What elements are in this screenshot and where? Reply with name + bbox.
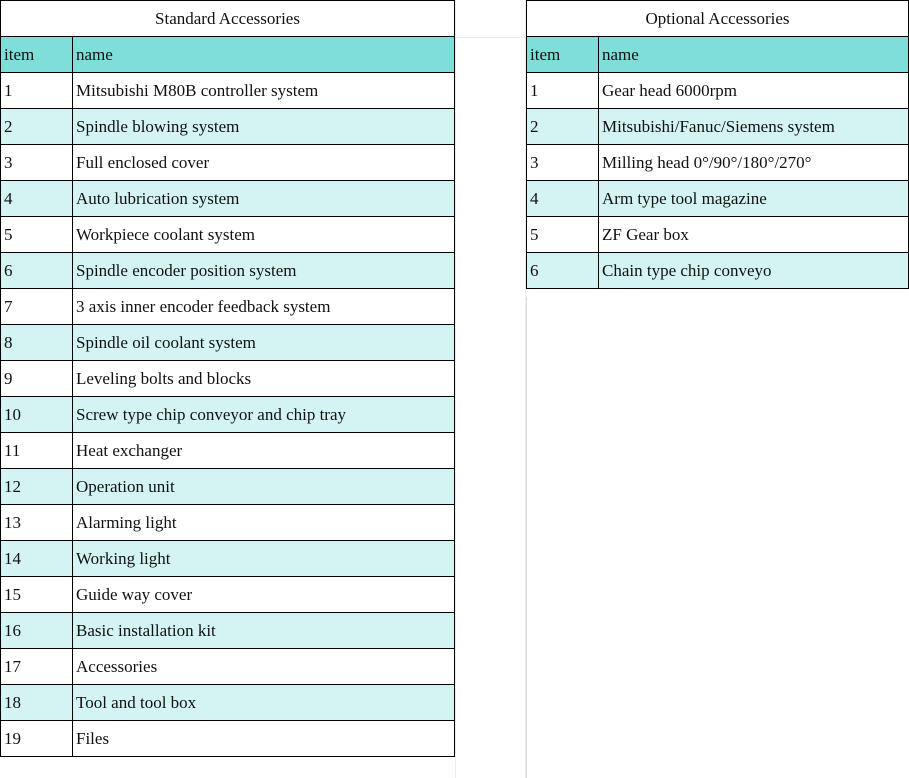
optional-accessories-table bbox=[526, 0, 909, 289]
item-name-cell: Alarming light bbox=[73, 505, 455, 541]
item-name-cell: Auto lubrication system bbox=[73, 181, 455, 217]
standard-table-title: Standard Accessories bbox=[1, 1, 455, 37]
item-name-cell: Accessories bbox=[73, 649, 455, 685]
table-row bbox=[527, 73, 909, 109]
table-row bbox=[1, 577, 455, 613]
item-name-cell: Full enclosed cover bbox=[73, 145, 455, 181]
gap-gridlines bbox=[455, 0, 526, 778]
item-number-cell: 6 bbox=[1, 253, 73, 289]
item-name-cell: Spindle blowing system bbox=[73, 109, 455, 145]
item-number-cell: 10 bbox=[1, 397, 73, 433]
table-row bbox=[527, 145, 909, 181]
table-row bbox=[527, 181, 909, 217]
table-row bbox=[1, 181, 455, 217]
item-number-cell: 18 bbox=[1, 685, 73, 721]
table-row bbox=[527, 217, 909, 253]
item-name-cell: Leveling bolts and blocks bbox=[73, 361, 455, 397]
item-number-cell: 17 bbox=[1, 649, 73, 685]
table-row bbox=[1, 217, 455, 253]
item-name-cell: Milling head 0°/90°/180°/270° bbox=[599, 145, 909, 181]
item-name-cell: Basic installation kit bbox=[73, 613, 455, 649]
item-name-cell: Tool and tool box bbox=[73, 685, 455, 721]
table-row bbox=[527, 109, 909, 145]
table-row bbox=[1, 253, 455, 289]
item-name-cell: Screw type chip conveyor and chip tray bbox=[73, 397, 455, 433]
item-number-cell: 9 bbox=[1, 361, 73, 397]
item-name-cell: Guide way cover bbox=[73, 577, 455, 613]
table-row bbox=[1, 721, 455, 757]
item-number-cell: 16 bbox=[1, 613, 73, 649]
column-header-item: item bbox=[1, 37, 73, 73]
table-row bbox=[1, 145, 455, 181]
item-number-cell: 19 bbox=[1, 721, 73, 757]
item-number-cell: 1 bbox=[1, 73, 73, 109]
item-name-cell: Heat exchanger bbox=[73, 433, 455, 469]
item-name-cell: Gear head 6000rpm bbox=[599, 73, 909, 109]
item-number-cell: 3 bbox=[1, 145, 73, 181]
table-row bbox=[527, 253, 909, 289]
item-number-cell: 4 bbox=[527, 181, 599, 217]
column-header-name: name bbox=[73, 37, 455, 73]
column-header-item: item bbox=[527, 37, 599, 73]
item-number-cell: 14 bbox=[1, 541, 73, 577]
table-row bbox=[1, 433, 455, 469]
item-name-cell: Spindle encoder position system bbox=[73, 253, 455, 289]
gridline bbox=[526, 297, 527, 778]
item-name-cell: ZF Gear box bbox=[599, 217, 909, 253]
optional-header-row bbox=[527, 37, 909, 73]
item-name-cell: Arm type tool magazine bbox=[599, 181, 909, 217]
table-row bbox=[1, 325, 455, 361]
item-number-cell: 11 bbox=[1, 433, 73, 469]
table-row bbox=[1, 397, 455, 433]
standard-accessories-table bbox=[0, 0, 455, 757]
item-number-cell: 5 bbox=[527, 217, 599, 253]
item-name-cell: Mitsubishi M80B controller system bbox=[73, 73, 455, 109]
item-number-cell: 12 bbox=[1, 469, 73, 505]
item-number-cell: 13 bbox=[1, 505, 73, 541]
item-name-cell: Working light bbox=[73, 541, 455, 577]
table-row bbox=[1, 109, 455, 145]
standard-header-row bbox=[1, 37, 455, 73]
item-number-cell: 5 bbox=[1, 217, 73, 253]
item-name-cell: 3 axis inner encoder feedback system bbox=[73, 289, 455, 325]
item-number-cell: 6 bbox=[527, 253, 599, 289]
item-name-cell: Operation unit bbox=[73, 469, 455, 505]
item-name-cell: Files bbox=[73, 721, 455, 757]
table-row bbox=[1, 73, 455, 109]
item-number-cell: 1 bbox=[527, 73, 599, 109]
item-number-cell: 2 bbox=[527, 109, 599, 145]
table-row bbox=[1, 685, 455, 721]
table-row bbox=[1, 613, 455, 649]
item-name-cell: Chain type chip conveyo bbox=[599, 253, 909, 289]
item-number-cell: 7 bbox=[1, 289, 73, 325]
table-row bbox=[1, 469, 455, 505]
item-number-cell: 4 bbox=[1, 181, 73, 217]
item-number-cell: 8 bbox=[1, 325, 73, 361]
table-row bbox=[1, 541, 455, 577]
column-header-name: name bbox=[599, 37, 909, 73]
item-name-cell: Mitsubishi/Fanuc/Siemens system bbox=[599, 109, 909, 145]
table-row bbox=[1, 289, 455, 325]
table-row bbox=[1, 361, 455, 397]
item-name-cell: Workpiece coolant system bbox=[73, 217, 455, 253]
item-name-cell: Spindle oil coolant system bbox=[73, 325, 455, 361]
item-number-cell: 2 bbox=[1, 109, 73, 145]
item-number-cell: 15 bbox=[1, 577, 73, 613]
table-row bbox=[1, 505, 455, 541]
item-number-cell: 3 bbox=[527, 145, 599, 181]
optional-table-title: Optional Accessories bbox=[527, 1, 909, 37]
table-row bbox=[1, 649, 455, 685]
